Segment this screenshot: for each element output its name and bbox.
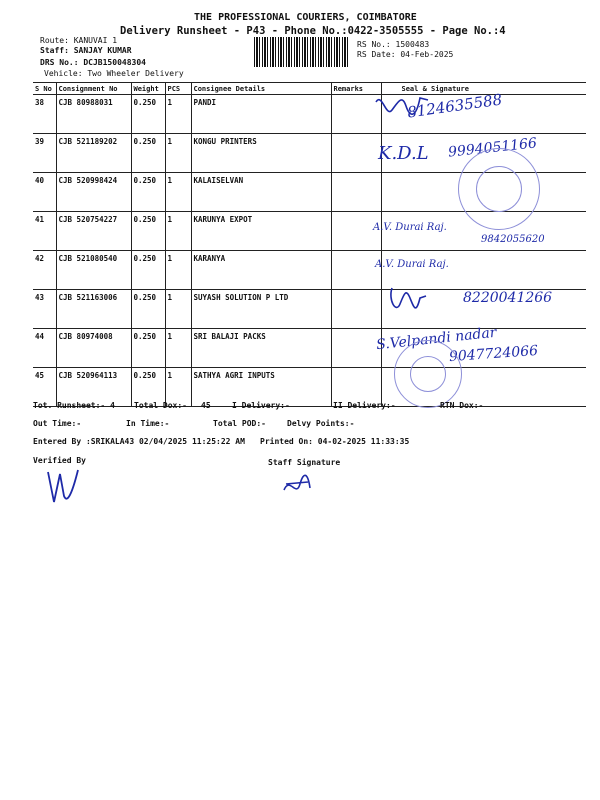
cell-consignment: CJB 521163006: [56, 290, 131, 329]
staff-signature-scribble: [280, 472, 314, 498]
table-row: [33, 368, 586, 407]
drs-number: DRS No.: DCJB150048304: [40, 58, 146, 67]
total-dox-value: 45: [201, 401, 211, 410]
total-pod-label: Total POD:-: [213, 419, 266, 428]
cell-weight: 0.250: [131, 329, 165, 368]
cell-remarks: [331, 251, 381, 290]
cell-remarks: [331, 290, 381, 329]
cell-weight: 0.250: [131, 251, 165, 290]
cell-consignment: CJB 521080540: [56, 251, 131, 290]
cell-pcs: 1: [165, 173, 191, 212]
in-time-label: In Time:-: [126, 419, 170, 428]
table-header-row: [33, 83, 586, 95]
runsheet-title: Delivery Runsheet - P43 - Phone No.:0422-3505555 - Page No.:4: [120, 25, 506, 37]
rs-number: RS No.: 1500483: [357, 40, 430, 49]
cell-weight: 0.250: [131, 173, 165, 212]
verified-by-signature: [44, 466, 84, 508]
cell-pcs: 1: [165, 251, 191, 290]
cell-consignment: CJB 520998424: [56, 173, 131, 212]
cell-consignee: KALAISELVAN: [191, 173, 331, 212]
total-runsheet: Tot. Runsheet:- 4: [33, 401, 115, 410]
cell-consignment: CJB 80988031: [56, 95, 131, 134]
handwritten-phone-row39: 9994051166: [447, 135, 538, 161]
cell-consignee: KARANYA: [191, 251, 331, 290]
cell-weight: 0.250: [131, 134, 165, 173]
total-dox-label: Total Dox:-: [134, 401, 187, 410]
out-time-label: Out Time:-: [33, 419, 82, 428]
rs-date: RS Date: 04-Feb-2025: [357, 50, 454, 59]
company-name: THE PROFESSIONAL COURIERS, COIMBATORE: [194, 12, 417, 23]
cell-consignee: KONGU PRINTERS: [191, 134, 331, 173]
cell-consignment: CJB 520754227: [56, 212, 131, 251]
handwritten-name-row44: S.Velpandi nadar: [375, 324, 498, 354]
handwritten-phone-row44: 9047724066: [448, 342, 539, 366]
handwritten-sign-row39: K.D.L: [378, 143, 429, 164]
cell-sno: 40: [33, 173, 56, 212]
handwritten-name-row41: A.V. Durai Raj.: [373, 222, 447, 233]
delvy-points-label: Delvy Points:-: [287, 419, 355, 428]
col-header-signature: Seal & Signature: [381, 83, 586, 95]
cell-remarks: [331, 329, 381, 368]
cell-weight: 0.250: [131, 368, 165, 407]
cell-sno: 45: [33, 368, 56, 407]
ii-delivery-label: II Delivery:-: [333, 401, 396, 410]
cell-remarks: [331, 173, 381, 212]
route-label: Route: KANUVAI 1: [40, 36, 118, 45]
cell-consignment: CJB 80974008: [56, 329, 131, 368]
cell-pcs: 1: [165, 368, 191, 407]
col-header-weight: Weight: [131, 83, 165, 95]
vehicle-label: Vehicle: Two Wheeler Delivery: [44, 69, 184, 78]
cell-pcs: 1: [165, 134, 191, 173]
cell-consignment: CJB 520964113: [56, 368, 131, 407]
cell-pcs: 1: [165, 290, 191, 329]
cell-consignment: CJB 521189202: [56, 134, 131, 173]
cell-sno: 41: [33, 212, 56, 251]
col-header-consignee: Consignee Details: [191, 83, 331, 95]
col-header-remarks: Remarks: [331, 83, 381, 95]
cell-weight: 0.250: [131, 290, 165, 329]
printed-on: Printed On: 04-02-2025 11:33:35: [260, 437, 410, 446]
cell-consignee: SUYASH SOLUTION P LTD: [191, 290, 331, 329]
col-header-sno: S No: [33, 83, 56, 95]
cell-consignee: KARUNYA EXPOT: [191, 212, 331, 251]
cell-weight: 0.250: [131, 212, 165, 251]
cell-sno: 39: [33, 134, 56, 173]
cell-consignee: SATHYA AGRI INPUTS: [191, 368, 331, 407]
cell-consignee: SRI BALAJI PACKS: [191, 329, 331, 368]
handwritten-phone-row38: 8124635588: [406, 90, 504, 122]
cell-remarks: [331, 134, 381, 173]
cell-sno: 38: [33, 95, 56, 134]
handwritten-phone-row41: 9842055620: [481, 234, 545, 245]
cell-weight: 0.250: [131, 95, 165, 134]
col-header-pcs: PCS: [165, 83, 191, 95]
barcode-image: [254, 37, 350, 67]
rtn-dox-label: RTN Dox:-: [440, 401, 484, 410]
cell-sno: 43: [33, 290, 56, 329]
signature-scribble-row43: [386, 284, 430, 318]
cell-sno: 44: [33, 329, 56, 368]
staff-signature-label: Staff Signature: [268, 458, 341, 467]
handwritten-phone-row43: 8220041266: [463, 290, 553, 306]
table-row: [33, 95, 586, 134]
table-row: [33, 251, 586, 290]
entered-by: Entered By :SRIKALA43 02/04/2025 11:25:22 AM: [33, 437, 245, 446]
handwritten-name-row42: A.V. Durai Raj.: [375, 259, 449, 270]
i-delivery-label: I Delivery:-: [232, 401, 290, 410]
cell-sno: 42: [33, 251, 56, 290]
cell-pcs: 1: [165, 329, 191, 368]
cell-consignee: PANDI: [191, 95, 331, 134]
company-seal-inner-ring: [476, 166, 522, 212]
cell-pcs: 1: [165, 95, 191, 134]
cell-pcs: 1: [165, 212, 191, 251]
col-header-consignment: Consignment No: [56, 83, 131, 95]
round-seal-inner-ring: [410, 356, 446, 392]
staff-label: Staff: SANJAY KUMAR: [40, 46, 132, 55]
verified-by-label: Verified By: [33, 456, 86, 465]
